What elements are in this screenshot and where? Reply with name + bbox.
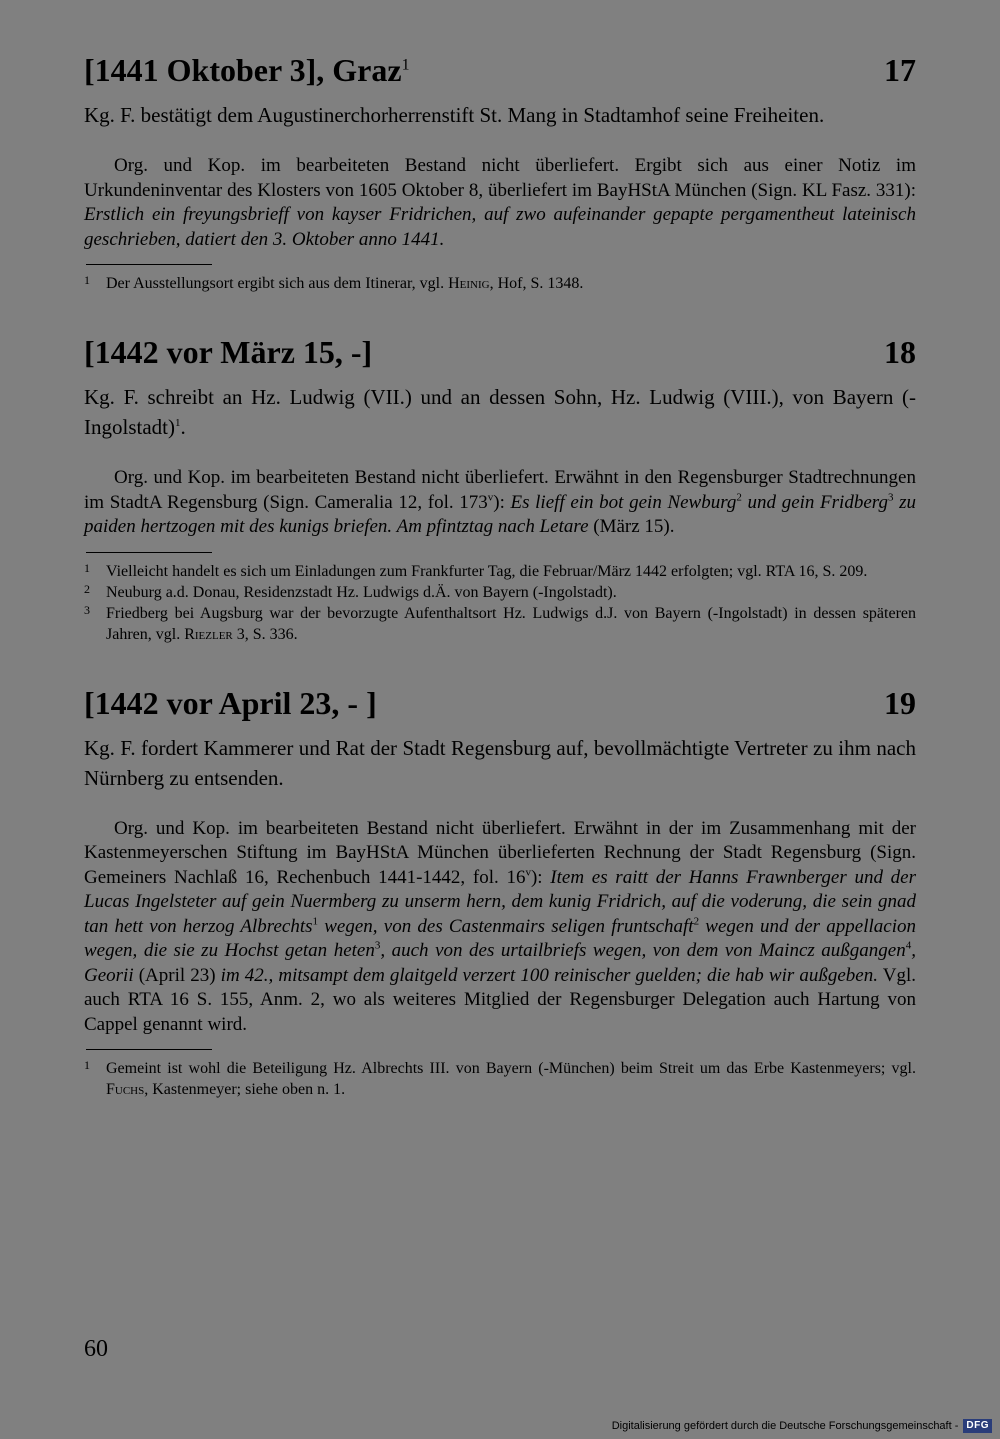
footnote-ref: 4 xyxy=(905,939,912,952)
funding-notice: Digitalisierung gefördert durch die Deutsche Forschungsgemeinschaft - xyxy=(611,1420,959,1432)
regest-text: Kg. F. fordert Kammerer und Rat der Stadt Regensburg auf, bevollmächtigte Vertreter zu ihm nach Nürnberg zu entsenden. xyxy=(84,735,916,790)
footnote-number: 2 xyxy=(84,581,90,596)
footnote xyxy=(84,1058,916,1100)
footnote-ref: 3 xyxy=(887,491,894,504)
transmission-note: Org. und Kop. im bearbeiteten Bestand nicht überliefert. Ergibt sich aus einer Notiz im Urkundeninventar des Klosters von 1605 Oktober 8, überliefert im BayHStA München (Sign. KL Fasz. 331): Erstlich ein freyungsbrieff von kayser Fridrichen, auf zwo aufeinander gepapte pergamentheut lateinisch geschrieben, datiert den 3. Oktober anno 1441. xyxy=(84,155,916,250)
footnote xyxy=(84,273,916,294)
page-number: 60 xyxy=(84,1336,108,1362)
entry-number: 18 xyxy=(884,334,916,370)
entry-date-place: [1442 vor April 23, - ] xyxy=(84,684,377,721)
footnote-ref: 3 xyxy=(374,939,381,952)
dfg-logo: DFG xyxy=(963,1419,992,1433)
footnote-number: 1 xyxy=(84,560,90,575)
footnote-divider xyxy=(86,1049,212,1050)
entry-number: 19 xyxy=(884,684,916,721)
footnote-ref: 1 xyxy=(312,915,319,928)
footnote-text: Gemeint ist wohl die Beteiligung Hz. Albrechts III. von Bayern (-München) beim Streit um das Erbe Kastenmeyers; vgl. Fuchs, Kastenmeyer; siehe oben n. 1. xyxy=(106,1060,916,1098)
entry-heading xyxy=(84,50,916,90)
footnote-number: 1 xyxy=(84,1058,90,1072)
footnote-ref: 2 xyxy=(736,491,742,504)
footnote-number: 3 xyxy=(84,602,90,617)
footnote-text: Friedberg bei Augsburg war der bevorzugte Aufenthaltsort Hz. Ludwigs d.J. von Bayern (-Ingolstadt) in dessen späteren Jahren, vgl. Riezler 3, S. 336. xyxy=(106,604,916,643)
footnote-divider xyxy=(86,552,212,553)
document-page xyxy=(84,50,916,1138)
entry-17 xyxy=(84,50,916,294)
entry-19 xyxy=(84,683,916,1101)
entry-18 xyxy=(84,332,916,645)
entry-date-place: [1441 Oktober 3], Graz$^1$ xyxy=(84,52,410,88)
footnote xyxy=(84,603,916,645)
transmission-note: Org. und Kop. im bearbeiteten Bestand nicht überliefert. Erwähnt in den Regensburger Stadtrechnungen im StadtA Regensburg (Sign. Cameralia 12, fol. 173$^v$): Es lieff ein bot gein Newburg$^2$ und gein Fridberg$^3$ zu paiden hertzogen mit des kunigs briefen. Am pfintztag nach Letare (März 15). xyxy=(84,467,916,537)
transmission-note: Org. und Kop. im bearbeiteten Bestand nicht überliefert. Erwähnt in der im Zusammenhang mit der Kastenmeyerschen Stiftung im BayHStA München überlieferten Rechnung der Stadt Regensburg (Sign. Gemeiners Nachlaß 16, Rechenbuch 1441-1442, fol. 16$^v$): Item es raitt der Hanns Frawnberger und der Lucas Ingelsteter auf gein Nuermberg zu unserm hern, dem kunig Fridrich, auf die voderung, die sein gnad tan hett von herzog Albrechts$^1$ wegen, von des Castenmairs seligen fruntschaft$^2$ wegen und der appellacion wegen, die sie zu Hochst getan heten$^3$, auch von des urtailbriefs wegen, von dem von Maincz außgangen$^4$, Georii (April 23) im 42., mitsampt dem glaitgeld verzert 100 reinischer guelden; die hab wir außgeben. Vgl. auch RTA 16 S. 155, Anm. 2, wo als weiteres Mitglied der Regensburger Delegation auch Hartung von Cappel genannt wird. xyxy=(84,817,916,1035)
footnote-ref: 1 xyxy=(174,417,181,429)
footnote-ref: 1 xyxy=(401,56,410,74)
entry-heading xyxy=(84,683,916,723)
footnote-text: Der Ausstellungsort ergibt sich aus dem Itinerar, vgl. Heinig, Hof, S. 1348. xyxy=(106,275,584,292)
footnote-ref: 2 xyxy=(693,915,700,928)
footnote-text: Neuburg a.d. Donau, Residenzstadt Hz. Ludwigs d.Ä. von Bayern (-Ingolstadt). xyxy=(106,583,617,601)
funding-footer xyxy=(612,1419,992,1433)
entry-date-place: [1442 vor März 15, -] xyxy=(84,334,373,370)
regest-text: Kg. F. schreibt an Hz. Ludwig (VII.) und an dessen Sohn, Hz. Ludwig (VIII.), von Bayern (-Ingolstadt)$^1$. xyxy=(84,385,916,439)
entry-number: 17 xyxy=(884,52,916,88)
footnote-number: 1 xyxy=(84,273,90,287)
entry-heading xyxy=(84,332,916,372)
footnote-text: Vielleicht handelt es sich um Einladungen zum Frankfurter Tag, die Februar/März 1442 erfolgten; vgl. RTA 16, S. 209. xyxy=(106,562,868,580)
footnote xyxy=(84,561,916,582)
footnote-divider xyxy=(86,264,212,265)
regest-text: Kg. F. bestätigt dem Augustinerchorherrenstift St. Mang in Stadtamhof seine Freiheiten. xyxy=(84,103,825,127)
footnote xyxy=(84,582,916,603)
